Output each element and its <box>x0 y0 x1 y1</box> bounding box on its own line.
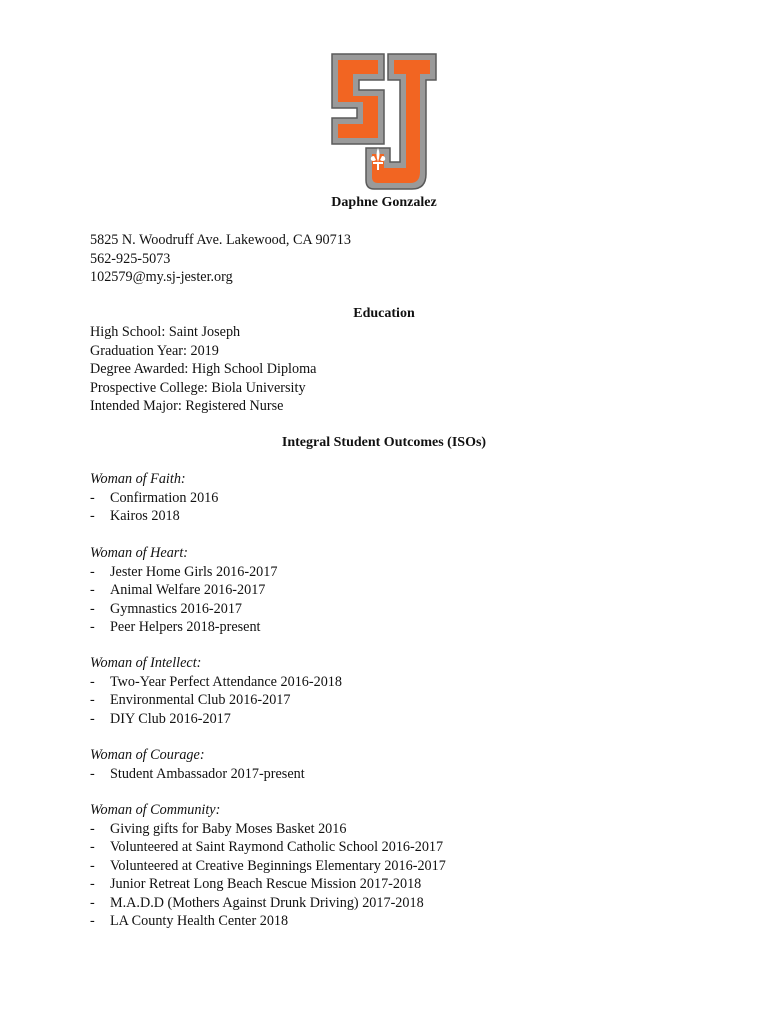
list-item: - Gymnastics 2016-2017 <box>90 600 243 617</box>
bullet-dash: - <box>90 876 95 892</box>
list-item: - Two-Year Perfect Attendance 2016-2018 <box>90 673 342 690</box>
section-title: Woman of Intellect: <box>90 655 202 671</box>
iso-section-heart <box>90 544 277 637</box>
education-line: Intended Major: Registered Nurse <box>90 398 284 414</box>
address-line: 5825 N. Woodruff Ave. Lakewood, CA 90713 <box>90 232 351 248</box>
list-item: - Volunteered at Saint Raymond Catholic School 2016-2017 <box>90 839 444 855</box>
iso-section-community <box>90 801 446 931</box>
bullet-dash: - <box>90 489 95 506</box>
list-item: - Volunteered at Creative Beginnings Elementary 2016-2017 <box>90 857 446 874</box>
list-item: - Peer Helpers 2018-present <box>90 619 261 635</box>
list-item: - Junior Retreat Long Beach Rescue Mission 2017-2018 <box>90 876 422 892</box>
bullet-dash: - <box>90 894 95 911</box>
list-item: - Confirmation 2016 <box>90 489 219 506</box>
bullet-dash: - <box>90 710 95 727</box>
education-line: High School: Saint Joseph <box>90 324 241 340</box>
bullet-dash: - <box>90 820 95 837</box>
bullet-dash: - <box>90 619 95 635</box>
bullet-dash: - <box>90 839 95 855</box>
bullet-dash: - <box>90 913 95 929</box>
list-item: - Giving gifts for Baby Moses Basket 2016 <box>90 820 347 837</box>
list-item: - Student Ambassador 2017-present <box>90 765 305 782</box>
education-line: Graduation Year: 2019 <box>90 342 219 359</box>
bullet-dash: - <box>90 508 95 524</box>
student-name: Daphne Gonzalez <box>331 195 437 210</box>
bullet-dash: - <box>90 673 95 690</box>
section-title: Woman of Heart: <box>90 545 188 561</box>
iso-heading: Integral Student Outcomes (ISOs) <box>281 435 487 450</box>
phone-line: 562-925-5073 <box>90 250 171 267</box>
education-block <box>90 323 316 416</box>
bullet-dash: - <box>90 563 95 580</box>
iso-section-intellect <box>90 654 342 728</box>
bullet-dash: - <box>90 857 95 874</box>
bullet-dash: - <box>90 600 95 617</box>
section-title: Woman of Faith: <box>90 471 186 487</box>
education-line: Prospective College: Biola University <box>90 379 306 396</box>
bullet-dash: - <box>90 582 95 598</box>
education-heading: Education <box>353 306 415 321</box>
list-item: - DIY Club 2016-2017 <box>90 710 231 727</box>
email-line: 102579@my.sj-jester.org <box>90 269 233 285</box>
list-item: - Environmental Club 2016-2017 <box>90 692 291 708</box>
list-item: - Animal Welfare 2016-2017 <box>90 582 266 598</box>
iso-section-courage <box>90 746 305 783</box>
iso-section-faith <box>90 470 218 526</box>
list-item: - Kairos 2018 <box>90 508 180 524</box>
section-title: Woman of Community: <box>90 802 221 818</box>
list-item: - Jester Home Girls 2016-2017 <box>90 563 278 580</box>
list-item: - LA County Health Center 2018 <box>90 913 289 929</box>
sj-logo <box>326 44 442 194</box>
list-item: - M.A.D.D (Mothers Against Drunk Driving) 2017-2018 <box>90 894 424 911</box>
logo-letter-s <box>332 54 384 144</box>
section-title: Woman of Courage: <box>90 747 205 763</box>
bullet-dash: - <box>90 692 95 708</box>
education-line: Degree Awarded: High School Diploma <box>90 361 317 377</box>
bullet-dash: - <box>90 765 95 782</box>
contact-block <box>90 231 351 287</box>
